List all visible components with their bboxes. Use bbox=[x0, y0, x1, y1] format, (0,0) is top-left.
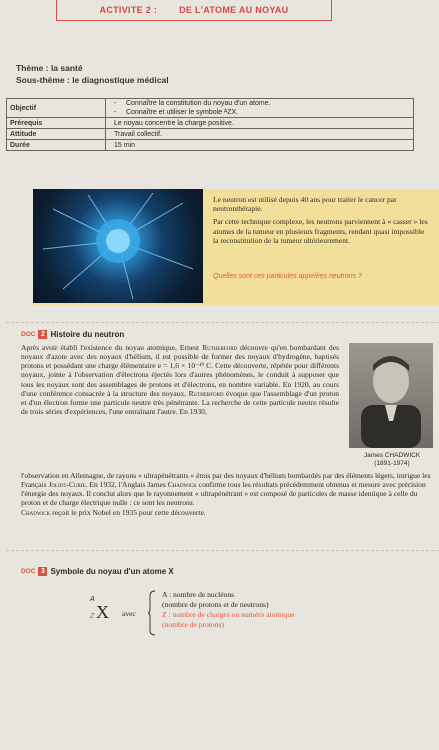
row-key: Attitude bbox=[7, 129, 106, 140]
symbol-letter: X bbox=[96, 602, 109, 622]
chadwick-portrait bbox=[349, 343, 433, 448]
divider bbox=[6, 322, 439, 323]
z-line2: (nombre de protons) bbox=[162, 620, 224, 629]
history-text-continued: l'observation en Allemagne, de rayons « ultrapénétrants » émis par des noyaux d'hélium bombardés par des éléments légers, intrigue les Français Joliot-Curie. En 1932, l'Anglais James Chadwick confirme tous les résultats précédemment obtenus et mesure avec précision l'énergie des noyaux. Il conclut alors que le rayonnement « ultrapénétrant » est composé de particules de masse identique à celle du proton et de charge électrique nulle : ce sont les neutrons. Chadwick reçoit le prix Nobel en 1935 pour cette découverte. bbox=[21, 471, 431, 517]
theme-label: Thème : la santé bbox=[16, 63, 83, 73]
a-line1: A : nombre de nucléons bbox=[162, 590, 235, 599]
objective-2: Connaître et utiliser le symbole ᴬZX. bbox=[126, 109, 239, 116]
row-key: Durée bbox=[7, 140, 106, 151]
info-table bbox=[6, 98, 414, 151]
doc2-heading: Histoire du neutron bbox=[50, 330, 125, 339]
intro-question: Quelles sont ces particules appelées neutrons ? bbox=[213, 273, 363, 280]
portrait-name: James CHADWICK bbox=[363, 452, 421, 459]
doc-tag: DOC bbox=[21, 331, 36, 338]
table-row: Objectif - Connaître la constitution du noyau d'un atome. - Connaître et utiliser le symbole ᴬZX. bbox=[7, 99, 414, 118]
doc3-heading: Symbole du noyau d'un atome X bbox=[50, 567, 174, 576]
symbol-legend bbox=[162, 590, 295, 630]
brace-icon bbox=[148, 590, 156, 636]
intro-text bbox=[213, 195, 431, 249]
row-key: Objectif bbox=[7, 99, 106, 118]
intro-p2: Par cette technique complexe, les neutrons parviennent à « casser » les atomes de la tumeur en plusieurs fragments, rendant quasi impossible la reconstitution de la tumeur ultérieurement. bbox=[213, 217, 428, 245]
doc-number: 3 bbox=[38, 567, 47, 576]
table-row bbox=[7, 129, 414, 140]
divider bbox=[6, 550, 439, 551]
row-value: Le noyau concentre la charge positive. bbox=[106, 118, 414, 129]
symbol-atomic-number: Z bbox=[90, 613, 95, 620]
symbol-avec: avec bbox=[122, 609, 136, 618]
row-value: Travail collectif. bbox=[106, 129, 414, 140]
doc-number: 2 bbox=[38, 330, 47, 339]
row-value: 15 min bbox=[106, 140, 414, 151]
table-row bbox=[7, 118, 414, 129]
intro-p1: Le neutron est utilisé depuis 40 ans pour traiter le cancer par neutronthérapie. bbox=[213, 195, 397, 214]
portrait-years: (1891-1974) bbox=[374, 460, 410, 467]
objective-1: Connaître la constitution du noyau d'un atome. bbox=[126, 100, 271, 107]
doc3-title bbox=[21, 567, 174, 576]
symbol-mass-number: A bbox=[90, 596, 95, 603]
activity-label: ACTIVITE 2 : bbox=[99, 5, 158, 15]
doc2-title bbox=[21, 330, 124, 339]
doc-tag: DOC bbox=[21, 568, 36, 575]
nucleus-symbol bbox=[90, 588, 356, 640]
activity-title: DE L'ATOME AU NOYAU bbox=[179, 5, 289, 15]
portrait-caption bbox=[345, 452, 439, 468]
subtheme-label: Sous-thème : le diagnostique médical bbox=[16, 75, 169, 85]
activity-banner bbox=[56, 0, 332, 21]
row-key: Prérequis bbox=[7, 118, 106, 129]
history-text: Après avoir établi l'existence du noyau atomique, Ernest Rutherford découvre qu'en bombardant des noyaux d'azote avec des noyaux d'hélium, il est possible de former des noyaux d'hydrogène, baptisés protons et possédant une charge élémentaire e = 1,6 × 10⁻¹⁹ C. Cette découverte, répétée pour différents noyaux, jointe à l'observation d'électrons éjectés lors d'autres phénomènes, le conduit à supposer que tous les noyaux sont des assemblages de protons et d'électrons, en nombre variable. En 1920, au cours d'une conférence consacrée à la structure des noyaux, Rutherford évoque que l'assemblage d'un proton et d'un électron forme une particule neutre très pénétrante. La recherche de cette particule neutre résulte de trois séries d'expériences, l'une entraînant l'autre. En 1930, bbox=[21, 343, 340, 417]
z-line1: Z : nombre de charges ou numéro atomique bbox=[162, 610, 295, 619]
a-line2: (nombre de protons et de neutrons) bbox=[162, 600, 269, 609]
intro-panel bbox=[33, 189, 439, 306]
cell-image bbox=[33, 189, 203, 303]
table-row bbox=[7, 140, 414, 151]
